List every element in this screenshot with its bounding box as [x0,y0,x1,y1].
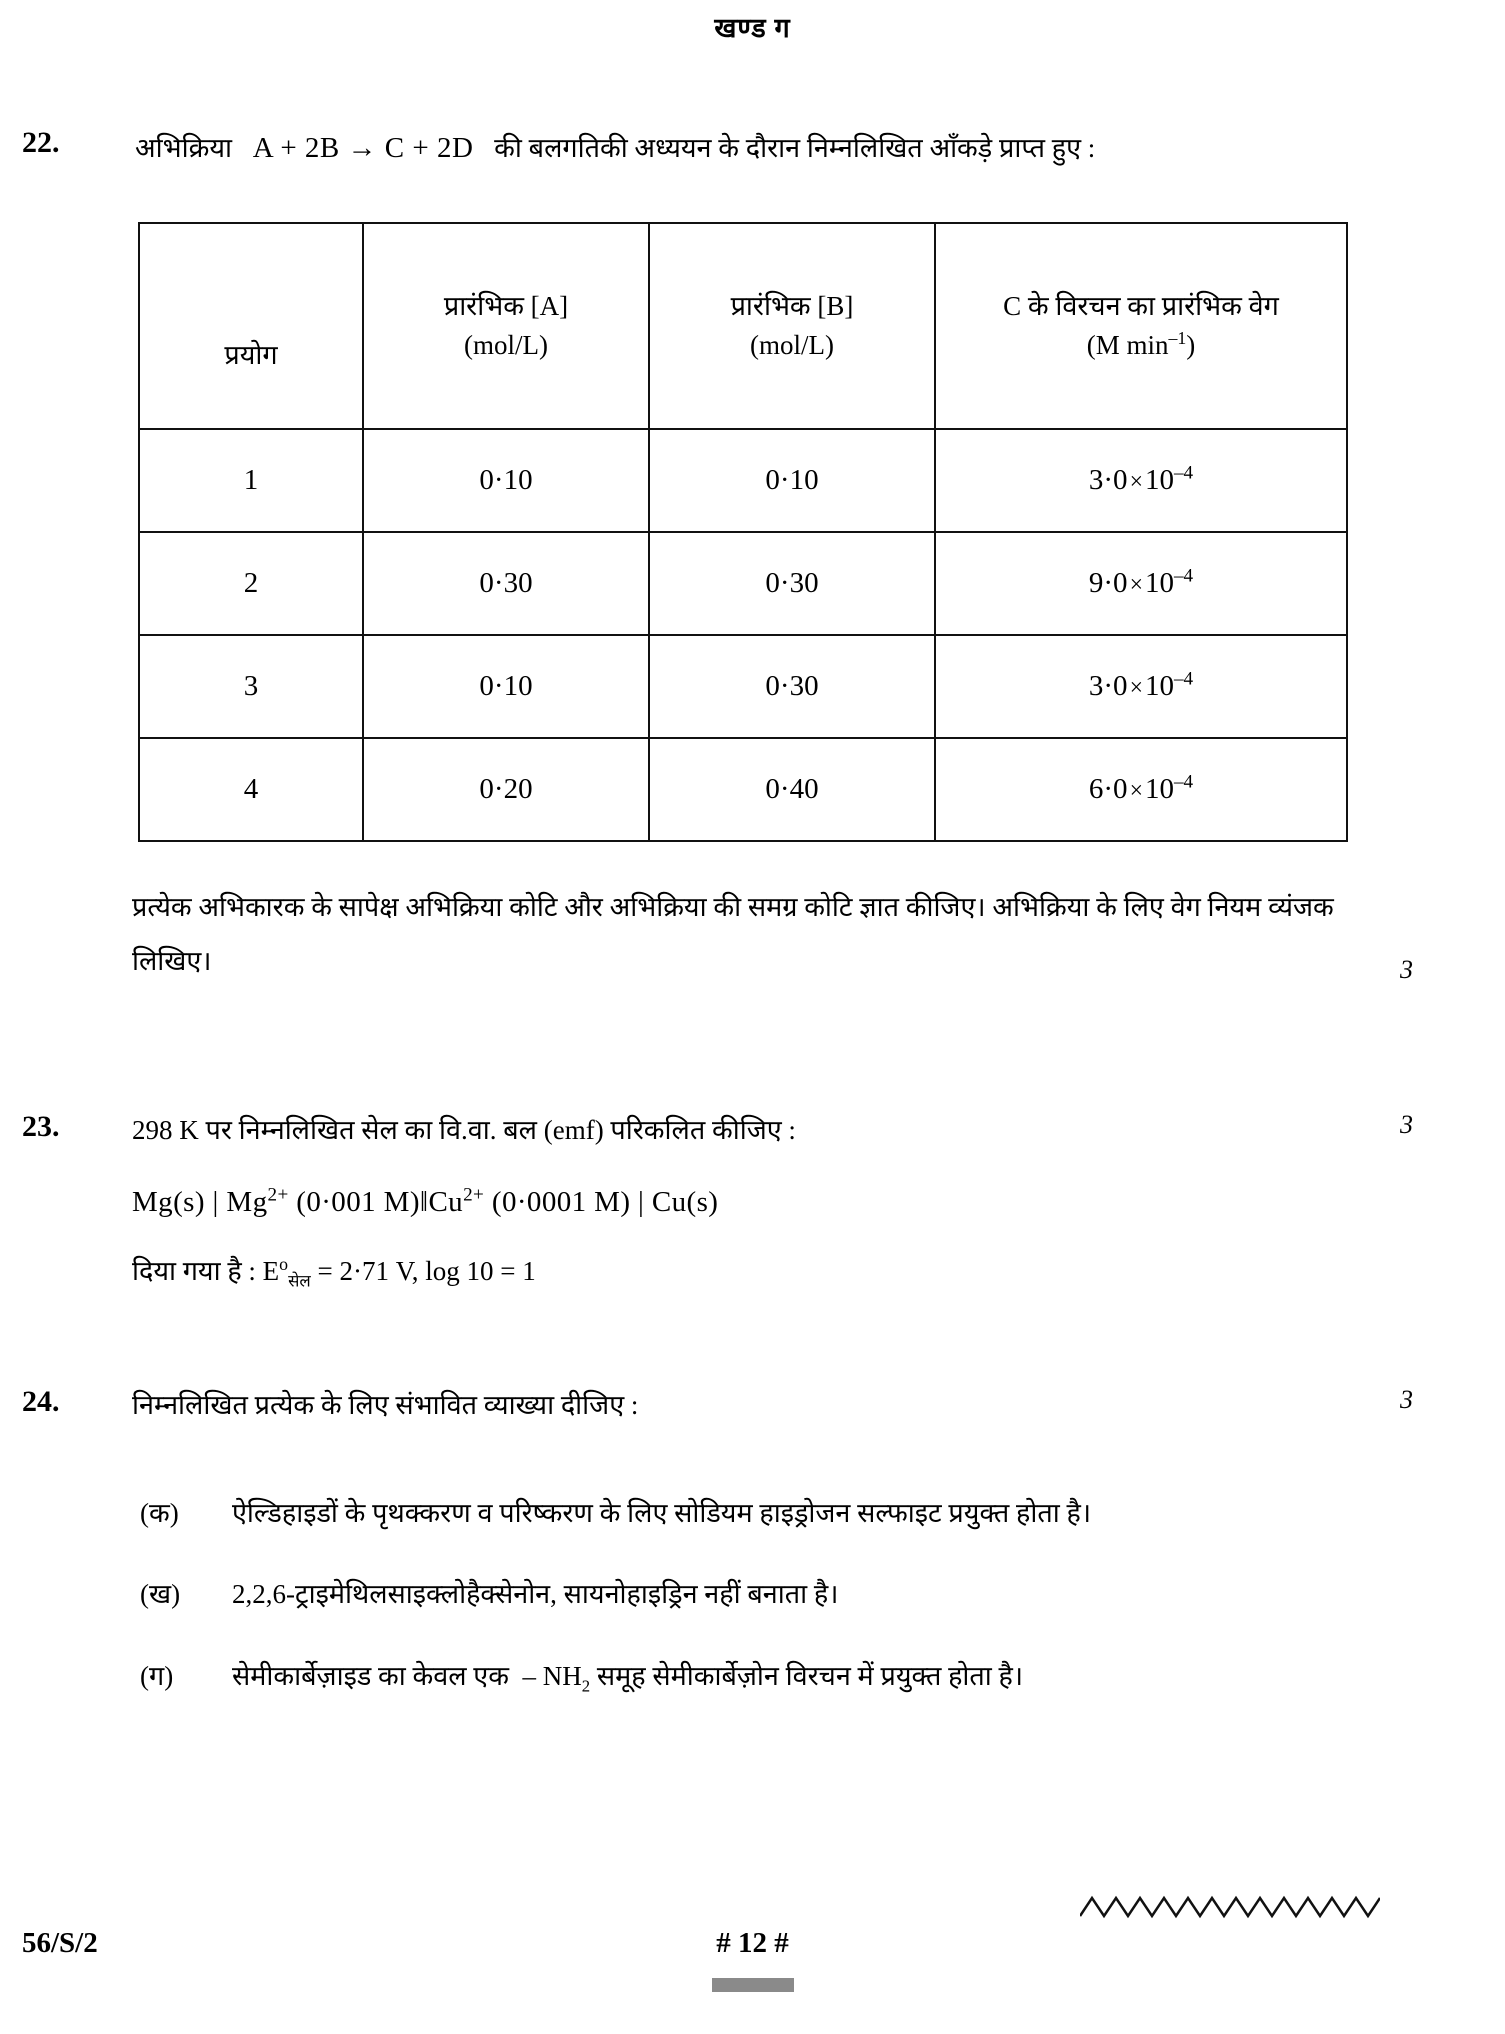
cell-conc-b: 0·40 [649,738,935,841]
q22-stem-prefix: अभिक्रिया [135,133,232,163]
cell-conc-b: 0·30 [649,532,935,635]
question-22-tail-text: प्रत्येक अभिकारक के सापेक्ष अभिक्रिया कोटि और अभिक्रिया की समग्र कोटि ज्ञात कीजिए। अभिक्रिया के लिए वेग नियम व्यंजक लिखिए। [132,892,1334,976]
cell-rate [935,635,1347,738]
question-number-23: 23. [22,1110,60,1143]
cell-experiment: 3 [139,635,363,738]
subpart-ga-formula-subscript: 2 [581,1675,591,1695]
rate-mantissa: 3·0 [1088,464,1128,496]
cell-notation-sup1: 2+ [267,1184,289,1206]
subpart-label-ga: (ग) [140,1660,174,1691]
subpart-text-kha: 2,2,6-ट्राइमेथिलसाइक्लोहैक्सेनोन, सायनोहाइड्रिन नहीं बनाता है। [232,1579,839,1610]
question-24-subparts [0,1490,1505,1734]
rate-exponent: –4 [1173,771,1194,793]
rate-times-symbol: × [1129,469,1143,495]
cell-conc-a: 0·10 [363,429,649,532]
rate-times-symbol: × [1129,675,1143,701]
rate-base: 10 [1144,773,1174,805]
cell-notation-part3: (0·0001 M) | Cu(s) [484,1185,719,1218]
cell-conc-b: 0·10 [649,429,935,532]
given-subscript: सेल [288,1271,311,1291]
zigzag-mark [1080,1890,1380,1924]
q22-rate-equation: A + 2B → C + 2D [252,132,474,164]
cell-conc-a: 0·30 [363,532,649,635]
table-row [139,532,1347,635]
question-24-marks: 3 [1400,1385,1413,1414]
rate-exponent: –4 [1173,565,1194,587]
subpart-ga-formula: – NH [522,1660,582,1691]
footer-bar-mark [712,1978,794,1992]
given-superscript: o [279,1253,289,1274]
table-header-row [139,223,1347,429]
given-suffix: = 2·71 V, log 10 = 1 [310,1255,536,1286]
list-item [0,1653,1505,1700]
header-initial-b-line2: (mol/L) [750,330,834,360]
question-24-stem: निम्नलिखित प्रत्येक के लिए संभावित व्याख्या दीजिए : [132,1390,639,1420]
question-number-24: 24. [22,1385,60,1418]
header-initial-rate-line1: C के विरचन का प्रारंभिक वेग [1003,290,1279,321]
header-initial-b [649,223,935,429]
header-experiment [139,223,363,429]
subpart-label-ka: (क) [140,1498,179,1528]
header-initial-a-line2: (mol/L) [464,330,548,360]
subpart-ga-text-prefix: सेमीकार्बेज़ाइड का केवल एक [232,1660,509,1691]
question-number-22: 22. [22,126,60,159]
table-row [139,635,1347,738]
page-marker: # 12 # [716,1927,789,1959]
header-initial-a-line1: प्रारंभिक [A] [443,290,569,321]
section-header: खण्ड ग [714,13,791,43]
header-experiment-label: प्रयोग [224,340,278,371]
cell-conc-a: 0·20 [363,738,649,841]
question-22-marks: 3 [1400,955,1413,984]
cell-rate [935,532,1347,635]
question-23-cell-notation [132,1180,1362,1225]
subpart-text-ga [232,1653,1505,1700]
given-prefix: दिया गया है : E [132,1255,280,1286]
question-23-line1: 298 K पर निम्नलिखित सेल का वि.वा. बल (emf) परिकलित कीजिए : [132,1115,796,1145]
rate-exponent: –4 [1173,668,1194,690]
rate-times-symbol: × [1129,778,1143,804]
header-initial-rate [935,223,1347,429]
rate-mantissa: 3·0 [1088,670,1128,702]
cell-conc-a: 0·10 [363,635,649,738]
header-rate-unit-exponent: –1 [1168,328,1187,348]
rate-base: 10 [1144,670,1174,702]
cell-conc-b: 0·30 [649,635,935,738]
table-row [139,738,1347,841]
list-item [0,1490,1505,1537]
rate-exponent: –4 [1173,462,1194,484]
cell-notation-sup2: 2+ [463,1184,485,1206]
header-initial-a [363,223,649,429]
question-23-given-data [132,1251,1362,1293]
subpart-text-ka: ऐल्डिहाइडों के पृथक्करण व परिष्करण के लिए सोडियम हाइड्रोजन सल्फाइट प्रयुक्त होता है। [232,1498,1092,1528]
subpart-label-kha: (ख) [140,1579,181,1610]
cell-rate [935,429,1347,532]
rate-mantissa: 6·0 [1088,773,1128,805]
rate-mantissa: 9·0 [1088,567,1128,599]
table-body [139,429,1347,841]
q22-stem-suffix: की बलगतिकी अध्ययन के दौरान निम्नलिखित आँकड़े प्राप्त हुए : [494,133,1096,163]
header-initial-b-line1: प्रारंभिक [B] [730,290,854,321]
cell-notation-part1: Mg(s) | Mg [132,1185,268,1218]
question-23-body [132,1110,1362,1293]
cell-experiment: 4 [139,738,363,841]
paper-code: 56/S/2 [22,1927,98,1959]
rate-base: 10 [1144,567,1174,599]
cell-notation-part2: (0·001 M)‖Cu [288,1185,464,1218]
table-row [139,429,1347,532]
rate-times-symbol: × [1129,572,1143,598]
header-rate-unit-base: (M min [1086,330,1169,360]
header-rate-unit-close: ) [1186,330,1196,360]
question-23-marks: 3 [1400,1110,1413,1139]
subpart-ga-text-suffix: समूह सेमीकार्बेज़ोन विरचन में प्रयुक्त होता है। [596,1660,1024,1691]
list-item [0,1571,1505,1618]
question-22-stem [135,126,1415,171]
cell-experiment: 2 [139,532,363,635]
cell-experiment: 1 [139,429,363,532]
kinetics-data-table [138,222,1348,842]
rate-base: 10 [1144,464,1174,496]
cell-rate [935,738,1347,841]
